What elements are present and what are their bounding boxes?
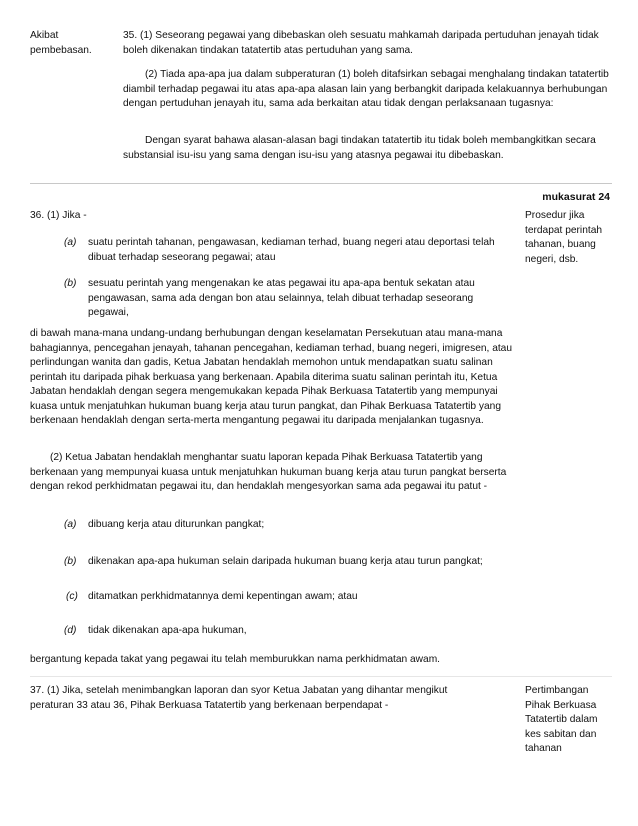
section-36-closing: bergantung kepada takat yang pegawai itu telah memburukkan nama perkhidmatan awam.: [30, 654, 441, 665]
sub2-item-d-text: tidak dikenakan apa-apa hukuman,: [88, 625, 247, 636]
sidenote-prosedur: Prosedur jika terdapat perintah tahanan, buang negeri, dsb.: [525, 210, 603, 265]
item-b-text: sesuatu perintah yang mengenakan ke atas pegawai itu apa-apa bentuk sekatan atau pengawasan, sama ada dengan bon atau selainnya, telah dibuat terhadap seseorang pegawai,: [88, 278, 475, 318]
sub2-item-a-text: dibuang kerja atau diturunkan pangkat;: [88, 519, 265, 530]
section-35-1: 35. (1) Seseorang pegawai yang dibebaskan oleh sesuatu mahkamah daripada pertuduhan jenayah tidak boleh dikenakan tindakan tatatertib atas pertuduhan yang sama.: [123, 30, 599, 56]
page-divider: [30, 183, 612, 184]
section-37-1: 37. (1) Jika, setelah menimbangkan laporan dan syor Ketua Jabatan yang dihantar mengikut peraturan 33 atau 36, Pihak Berkuasa Tatatertib yang berkenaan berpendapat -: [30, 685, 448, 711]
section-divider: [30, 676, 612, 677]
section-36-heading: 36. (1) Jika -: [30, 210, 87, 221]
item-b-label: (b): [64, 278, 77, 289]
section-35-2: (2) Tiada apa-apa jua dalam subperaturan (1) boleh ditafsirkan sebagai menghalang tindakan tatatertib diambil terhadap pegawai itu atas apa-apa alasan lain yang berbangkit daripada kelakuannya berhubungan dengan pertuduhan jenayah itu, sama ada berkaitan atau tidak dengan perlaksanaan tugasnya:: [123, 69, 609, 109]
item-a-label: (a): [64, 237, 77, 248]
sidenote-pertimbangan: Pertimbangan Pihak Berkuasa Tatatertib dalam kes sabitan dan tahanan: [525, 685, 598, 754]
sidenote-akibat-pembebasan: Akibat pembebasan.: [30, 30, 92, 56]
sub2-item-b-label: (b): [64, 556, 77, 567]
sub2-item-c-text: ditamatkan perkhidmatannya demi kepentingan awam; atau: [88, 591, 358, 602]
sub2-item-b-text: dikenakan apa-apa hukuman selain daripada hukuman buang kerja atau turun pangkat;: [88, 556, 483, 567]
page-number: mukasurat 24: [542, 191, 610, 203]
item-a-text: suatu perintah tahanan, pengawasan, kediaman terhad, buang negeri atau deportasi telah dibuat terhadap seseorang pegawai; atau: [88, 237, 495, 263]
sub2-item-d-label: (d): [64, 625, 77, 636]
sub2-item-c-label: (c): [66, 591, 78, 602]
section-36-body: di bawah mana-mana undang-undang berhubungan dengan keselamatan Persekutuan atau mana-mana bahagiannya, pencegahan jenayah, tahanan pencegahan, kediaman terhad, buang negeri, imigresen, atau perlindungan wanita dan gadis, Ketua Jabatan hendaklah memohon untuk mendapatkan suatu salinan perintah itu daripada pihak berkuasa yang berkenaan. Apabila diterima suatu salinan perintah itu, Ketua Jabatan hendaklah dengan segera mengemukakan kepada Pihak Berkuasa Tatatertib yang mempunyai kuasa untuk menjatuhkan hukuman buang kerja atau turun pangkat, dan Pihak Berkuasa Tatatertib yang berkenaan hendaklah dengan serta-merta mengantung pegawai itu daripada menjalankan tugasnya.: [30, 328, 513, 426]
section-36-2: (2) Ketua Jabatan hendaklah menghantar suatu laporan kepada Pihak Berkuasa Tatatertib yang berkenaan yang mempunyai kuasa untuk menjatuhkan hukuman buang kerja atau turun pangkat berserta dengan rekod perkhidmatan pegawai itu, dan hendaklah mengesyorkan sama ada pegawai itu patut -: [30, 452, 507, 492]
section-35-proviso: Dengan syarat bahawa alasan-alasan bagi tindakan tatatertib itu tidak boleh membangkitkan secara substansial isu-isu yang sama dengan isu-isu yang atasnya pegawai itu dibebaskan.: [123, 135, 596, 161]
sub2-item-a-label: (a): [64, 519, 77, 530]
